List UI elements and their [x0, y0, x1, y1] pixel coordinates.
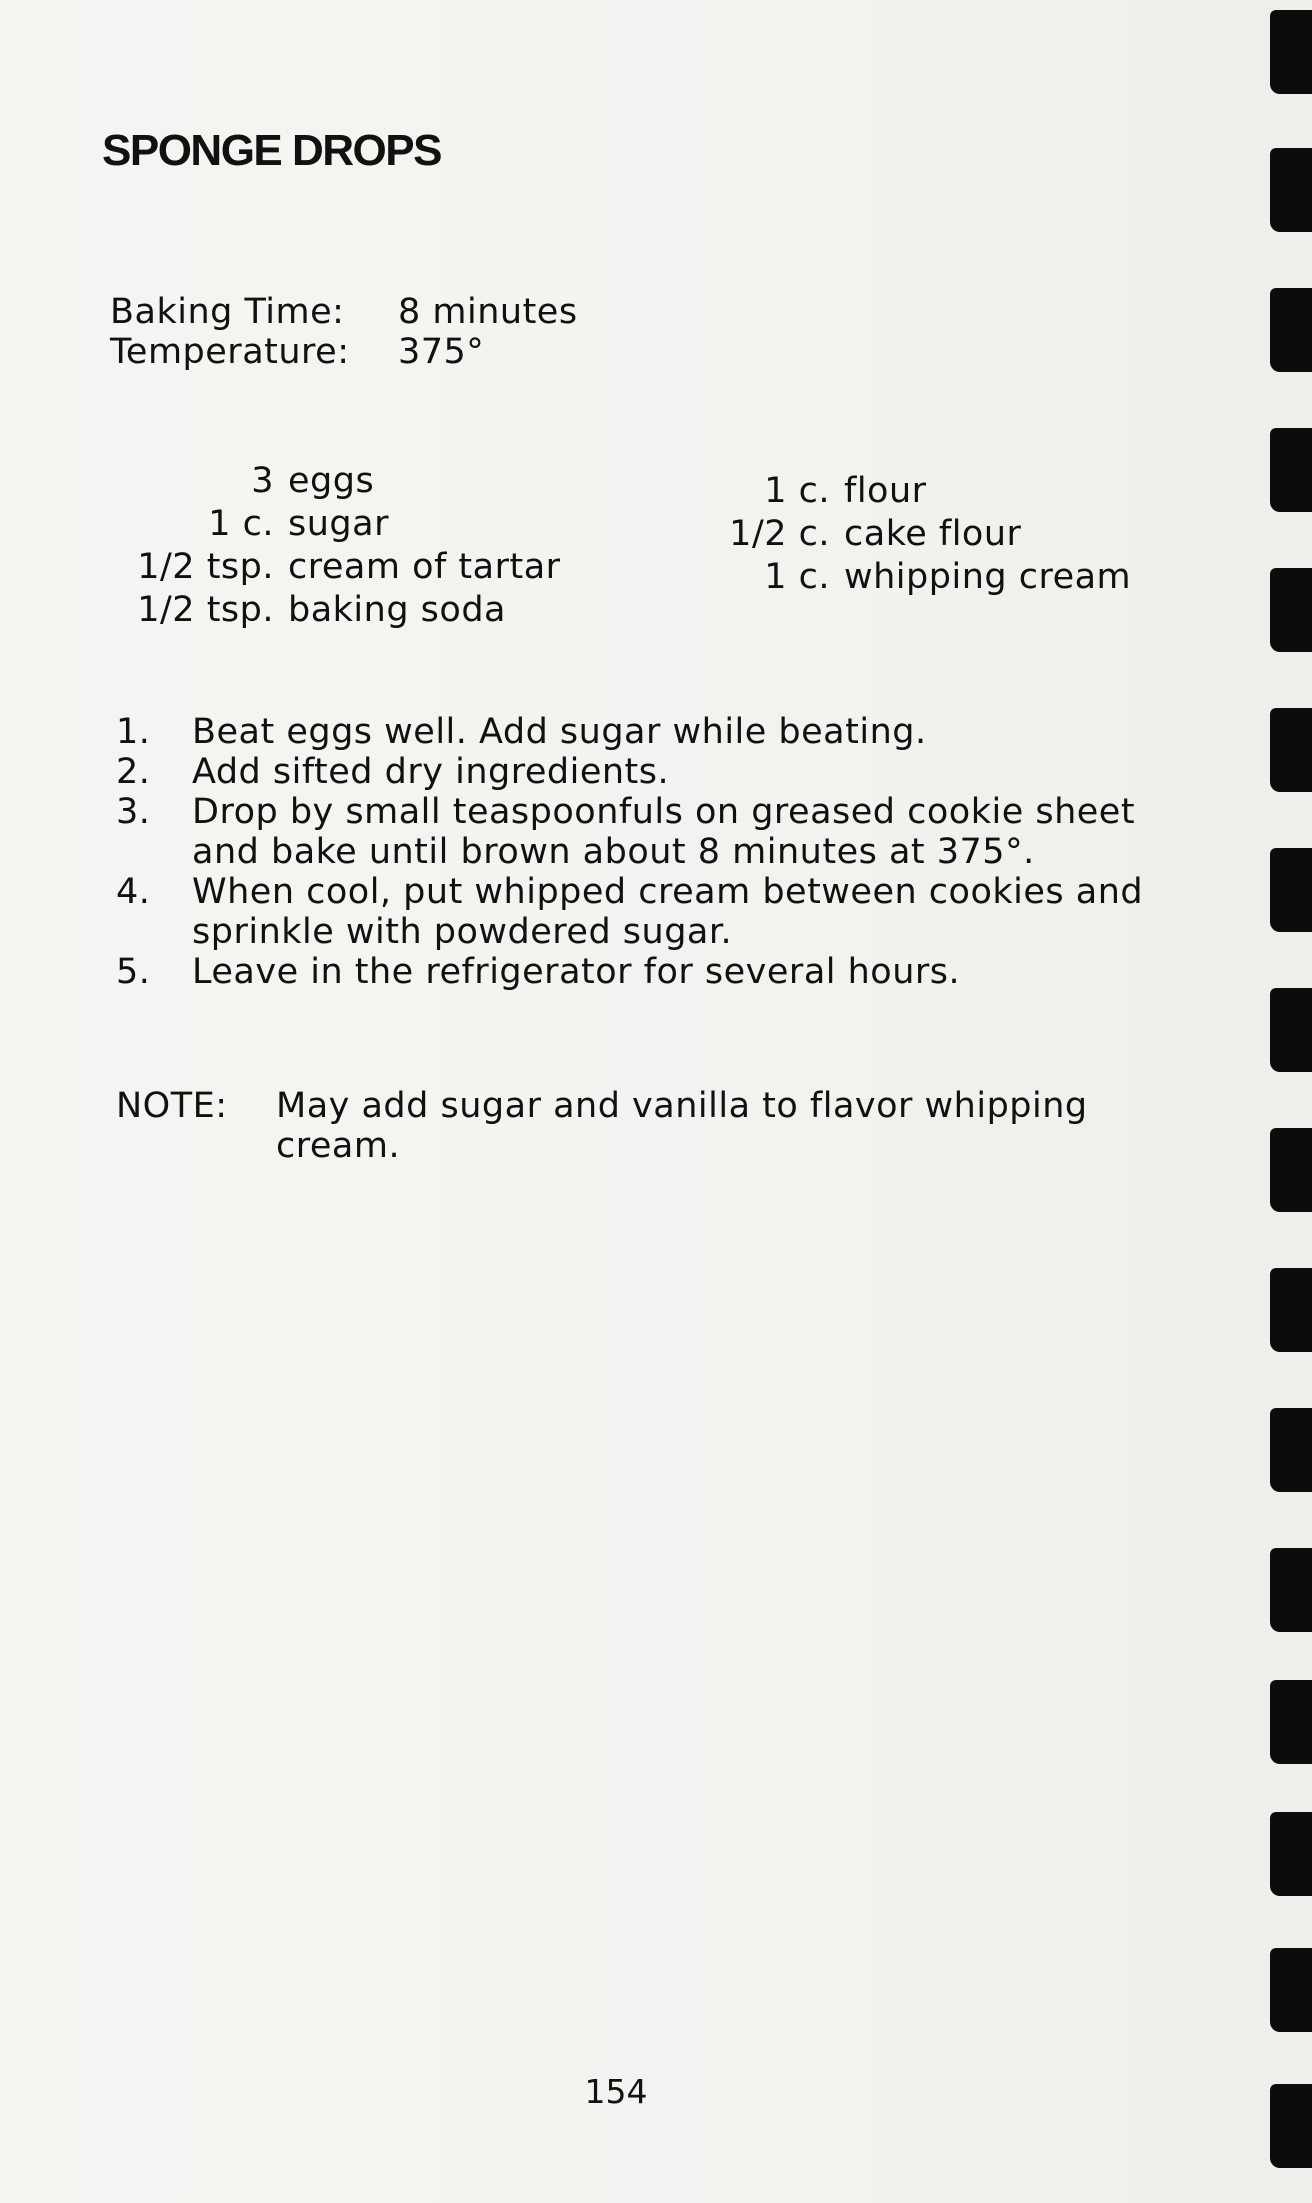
ingredient-name: sugar [288, 504, 389, 544]
step-number: 4. [116, 872, 151, 912]
step-number: 1. [116, 712, 151, 752]
ingredient-item [712, 470, 1131, 513]
ingredients-right-column [712, 470, 1131, 599]
instruction-step [116, 792, 1176, 872]
binding-ring [1270, 1948, 1312, 2032]
ingredient-name: cake flour [844, 514, 1022, 554]
instructions-list [116, 712, 1176, 992]
binding-ring [1270, 1548, 1312, 1632]
baking-time-row [110, 292, 578, 332]
note-label: NOTE: [116, 1086, 228, 1126]
binding-ring [1270, 1408, 1312, 1492]
step-number: 3. [116, 792, 151, 832]
step-text: Add sifted dry ingredients. [192, 752, 670, 792]
binding-ring [1270, 428, 1312, 512]
binding-ring [1270, 1680, 1312, 1764]
binding-ring [1270, 1268, 1312, 1352]
instruction-step [116, 952, 1176, 992]
ingredient-item [712, 513, 1131, 556]
recipe-note [116, 1086, 1176, 1166]
ingredient-name: flour [844, 471, 927, 511]
binding-ring [1270, 1812, 1312, 1896]
binding-ring [1270, 288, 1312, 372]
recipe-title: SPONGE DROPS [102, 126, 441, 175]
ingredient-item [112, 503, 561, 546]
binding-ring [1270, 848, 1312, 932]
binding-ring [1270, 568, 1312, 652]
ingredients-left-column [112, 460, 561, 632]
note-text: May add sugar and vanilla to flavor whipping cream. [276, 1086, 1088, 1166]
baking-time-value: 8 minutes [398, 292, 578, 332]
binding-ring [1270, 708, 1312, 792]
ingredient-qty: 1 c. [764, 557, 830, 597]
binding-ring [1270, 988, 1312, 1072]
ingredient-qty: 1 c. [764, 471, 830, 511]
baking-info [110, 292, 578, 372]
ingredient-item [712, 556, 1131, 599]
ingredient-qty: 1/2 c. [729, 514, 830, 554]
ingredient-item [112, 546, 561, 589]
ingredient-qty: 1 c. [208, 504, 274, 544]
ingredient-qty: 1/2 tsp. [137, 547, 274, 587]
ingredient-name: cream of tartar [288, 547, 561, 587]
instruction-step [116, 712, 1176, 752]
temperature-row [110, 332, 578, 372]
step-text: Drop by small teaspoonfuls on greased cookie sheet and bake until brown about 8 minutes at 375°. [192, 792, 1136, 872]
step-number: 2. [116, 752, 151, 792]
spiral-binding [1270, 0, 1312, 2203]
step-number: 5. [116, 952, 151, 992]
instruction-step [116, 752, 1176, 792]
baking-time-label: Baking Time: [110, 292, 345, 332]
ingredient-qty: 1/2 tsp. [137, 590, 274, 630]
binding-ring [1270, 148, 1312, 232]
step-text: Beat eggs well. Add sugar while beating. [192, 712, 927, 752]
temperature-value: 375° [398, 332, 485, 372]
binding-ring [1270, 2084, 1312, 2168]
page-number: 154 [584, 2072, 648, 2111]
ingredient-name: baking soda [288, 590, 506, 630]
ingredient-item [112, 589, 561, 632]
step-text: Leave in the refrigerator for several hours. [192, 952, 961, 992]
ingredient-name: eggs [288, 461, 375, 501]
ingredient-item [112, 460, 561, 503]
binding-ring [1270, 1128, 1312, 1212]
instruction-step [116, 872, 1176, 952]
ingredient-qty: 3 [251, 461, 274, 501]
temperature-label: Temperature: [110, 332, 350, 372]
ingredient-name: whipping cream [844, 557, 1132, 597]
binding-ring [1270, 10, 1312, 94]
step-text: When cool, put whipped cream between cookies and sprinkle with powdered sugar. [192, 872, 1144, 952]
